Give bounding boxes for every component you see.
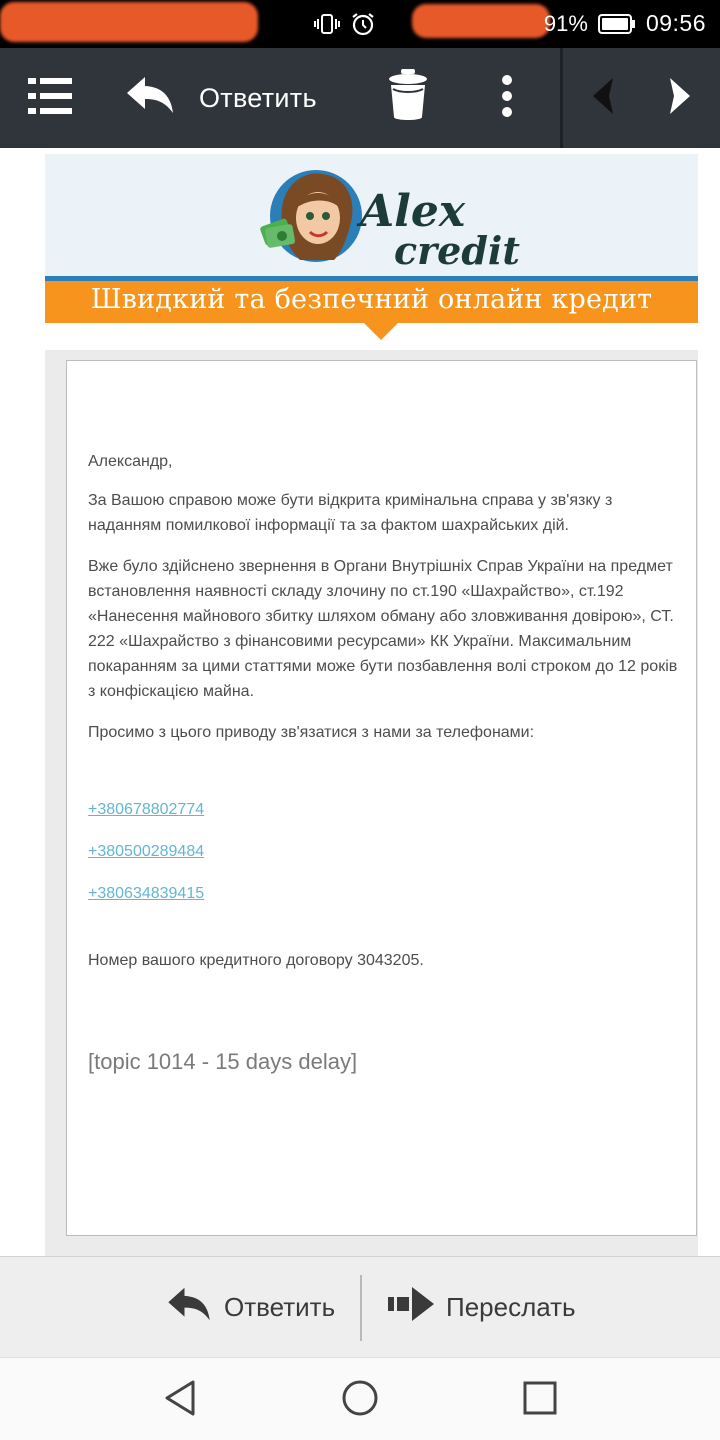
trash-icon [388,69,428,128]
email-body-text [88,449,678,1090]
chevron-right-icon [668,78,692,119]
logo-word-alex: Alex [360,186,466,237]
email-greeting: Александр, [88,453,173,470]
mascot-illustration [260,164,368,272]
banner-pointer [364,323,398,340]
topic-line: [topic 1014 - 15 days delay] [88,1049,358,1074]
action-bar-divider [360,1275,362,1341]
alexcredit-logo [260,164,520,272]
more-vertical-icon [501,75,513,122]
banner-tagline: Швидкий та безпечний онлайн кредит [90,284,653,315]
menu-button[interactable] [22,70,78,126]
back-triangle-icon [163,1379,197,1422]
contract-number-line: Номер вашого кредитного договору 3043205. [88,952,424,969]
phone-link-3[interactable]: +380634839415 [88,885,205,902]
status-bar [0,0,720,48]
list-menu-icon [28,78,72,119]
nav-back-button[interactable] [158,1378,202,1422]
toolbar-divider [560,48,563,148]
phone-list [88,797,678,906]
email-paragraph-1: За Вашою справою може бути відкрита кримінальна справа у зв'язку з наданням помилкової інформації та за фактом шахрайських дій. [88,492,613,534]
nav-recent-apps-button[interactable] [518,1378,562,1422]
forward-label: Переслать [446,1291,576,1322]
bottom-reply-label: Ответить [224,1291,336,1322]
bottom-reply-button[interactable] [166,1281,335,1333]
reply-arrow-icon [125,75,175,122]
reply-arrow-icon [166,1286,212,1329]
next-message-button[interactable] [655,68,705,128]
delete-button[interactable] [380,66,436,130]
status-icons [314,10,706,37]
phone-link-2[interactable]: +380500289484 [88,843,205,860]
chevron-left-icon [591,78,615,119]
clock: 09:56 [645,10,706,36]
system-navigation-bar [0,1357,720,1440]
forward-arrow-icon [388,1287,434,1328]
more-options-button[interactable] [487,68,527,128]
message-action-bar [0,1256,720,1357]
recent-apps-square-icon [523,1381,557,1420]
logo-word-credit: credit [394,228,520,273]
mail-toolbar [0,48,720,148]
email-paragraph-3: Просимо з цього приводу зв'язатися з нами за телефонами: [88,724,535,741]
forward-button[interactable] [388,1281,576,1333]
nav-home-button[interactable] [338,1378,382,1422]
battery-icon [598,14,636,34]
email-body-card [66,360,697,1236]
battery-percent: 91% [543,10,588,36]
reply-button[interactable] [125,66,317,130]
redacted-notification-area [0,2,258,42]
phone-link-1[interactable]: +380678802774 [88,801,205,818]
previous-message-button[interactable] [578,68,628,128]
email-content [0,148,720,1256]
alarm-icon [350,11,376,37]
reply-label: Ответить [199,82,317,113]
home-circle-icon [341,1379,379,1422]
vibrate-icon [314,12,340,36]
email-paragraph-2: Вже було здійснено звернення в Органи Внутрішніх Справ України на предмет встановлення наявності складу злочину по ст.190 «Шахрайство», ст.192 «Нанесення майнового збитку шляхом обману або зловживання довірою», СТ. 222 «Шахрайство з фінансовими ресурсами» КК України. Максимальним покаранням за цими статтями може бути позбавлення волі строком до 12 років з конфіскацією майна. [88,558,678,700]
